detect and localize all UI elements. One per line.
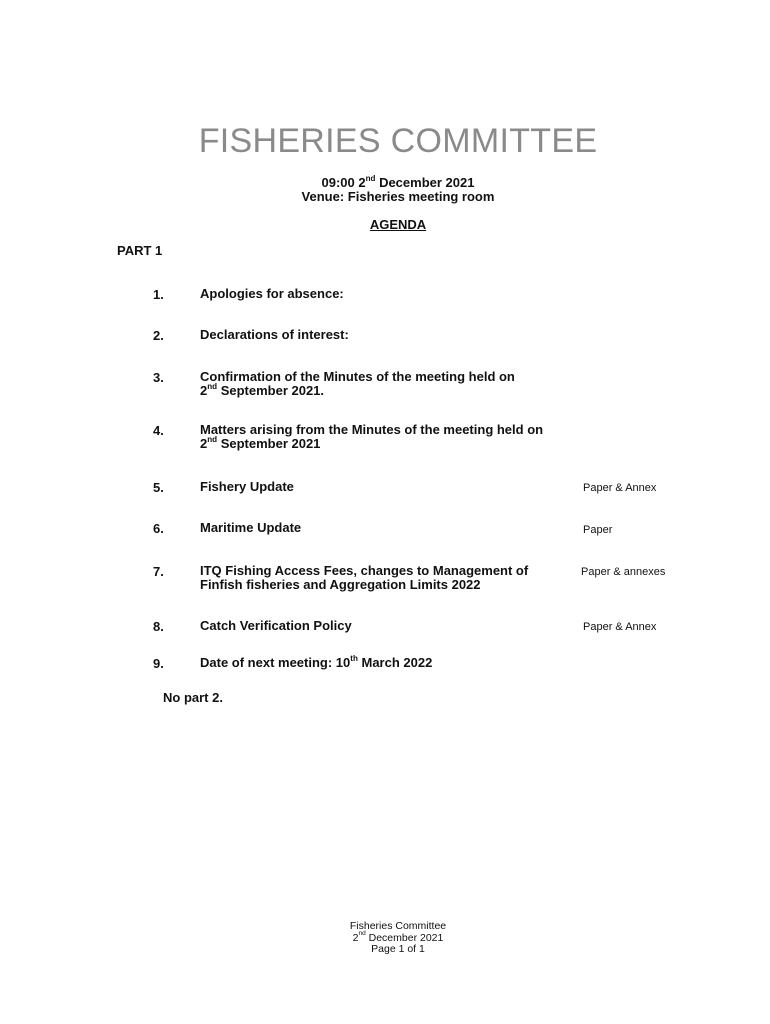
item-text: Declarations of interest: — [200, 327, 349, 342]
item-text: ITQ Fishing Access Fees, changes to Management of Finfish fisheries and Aggregation Limits 2022 — [200, 563, 529, 592]
item-note: Paper & Annex — [583, 482, 657, 494]
item-number: 3. — [153, 370, 164, 385]
item-note: Paper & annexes — [581, 566, 666, 578]
item-text: Apologies for absence: — [200, 286, 344, 301]
meeting-venue: Venue: Fisheries meeting room — [301, 189, 495, 204]
item-number: 7. — [153, 564, 164, 579]
part-1-label: PART 1 — [117, 243, 163, 258]
item-number: 4. — [153, 423, 164, 438]
item-text: Matters arising from the Minutes of the meeting held on 2nd September 2021 — [200, 422, 544, 451]
item-number: 5. — [153, 480, 164, 495]
item-number: 9. — [153, 656, 164, 671]
item-number: 1. — [153, 287, 164, 302]
item-number: 6. — [153, 521, 164, 536]
item-text: Maritime Update — [200, 520, 302, 535]
page-footer: Fisheries Committee 2nd December 2021 Page 1 of 1 — [349, 920, 447, 955]
item-number: 8. — [153, 619, 164, 634]
agenda-heading: AGENDA — [369, 217, 427, 232]
item-text: Fishery Update — [200, 479, 294, 494]
item-number: 2. — [153, 328, 164, 343]
item-note: Paper — [583, 524, 613, 536]
item-text: Date of next meeting: 10th March 2022 — [200, 653, 433, 670]
item-note: Paper & Annex — [583, 621, 657, 633]
no-part-2-note: No part 2. — [163, 690, 223, 705]
meeting-time-date: 09:00 2nd December 2021 — [321, 173, 475, 190]
document-title: FISHERIES COMMITTEE — [198, 122, 598, 160]
item-text: Catch Verification Policy — [200, 618, 352, 633]
item-text: Confirmation of the Minutes of the meeting held on 2nd September 2021. — [200, 369, 515, 398]
